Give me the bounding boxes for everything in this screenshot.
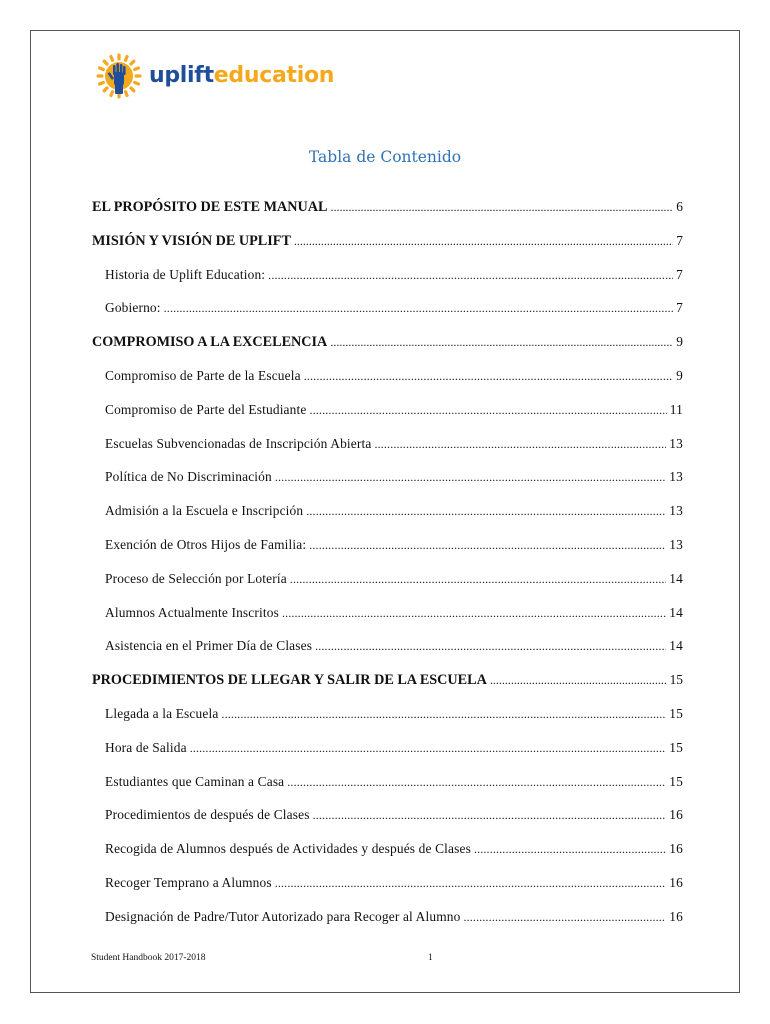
toc-subsection-entry[interactable] [92,368,683,402]
logo-wordmark-uplift: uplift [149,63,214,88]
toc-subsection-entry[interactable] [92,605,683,639]
toc-entry-title: Compromiso de Parte del Estudiante [105,401,307,417]
toc-section-entry[interactable] [92,334,683,368]
toc-entry-title: COMPROMISO A LA EXCELENCIA [92,334,328,351]
toc-entry-title: Compromiso de Parte de la Escuela [105,367,301,383]
toc-dot-leader [474,842,666,857]
toc-subsection-entry[interactable] [92,774,683,808]
toc-dot-leader [309,403,666,418]
toc-dot-leader [315,639,666,654]
toc-entry-title: PROCEDIMIENTOS DE LLEGAR Y SALIR DE LA ESCUELA [92,672,487,689]
toc-dot-leader [287,775,666,790]
toc-dot-leader [221,707,666,722]
toc-subsection-entry[interactable] [92,402,683,436]
toc-entry-title: Proceso de Selección por Lotería [105,570,287,586]
toc-subsection-entry[interactable] [92,503,683,537]
toc-entry-page-number: 14 [669,638,683,654]
table-of-contents [92,199,683,943]
toc-dot-leader [164,301,673,316]
toc-entry-title: Recoger Temprano a Alumnos [105,874,272,890]
toc-entry-page-number: 9 [676,334,683,350]
toc-subsection-entry[interactable] [92,638,683,672]
sun-hand-logo-icon [95,52,143,100]
toc-entry-page-number: 15 [669,773,683,789]
toc-entry-page-number: 16 [669,841,683,857]
toc-entry-title: Estudiantes que Caminan a Casa [105,773,285,789]
toc-entry-title: EL PROPÓSITO DE ESTE MANUAL [92,199,328,215]
footer-handbook-label: Student Handbook 2017-2018 [91,953,206,963]
footer-page-number: 1 [428,953,433,963]
toc-entry-title: Gobierno: [105,300,161,316]
toc-entry-title: Designación de Padre/Tutor Autorizado para Recoger al Alumno [105,908,461,924]
toc-entry-title: MISIÓN Y VISIÓN DE UPLIFT [92,232,291,249]
toc-entry-page-number: 14 [669,604,683,620]
toc-entry-page-number: 7 [676,266,683,282]
toc-subsection-entry[interactable] [92,807,683,841]
toc-entry-page-number: 9 [676,367,683,383]
toc-dot-leader [190,741,667,756]
toc-subsection-entry[interactable] [92,740,683,774]
toc-section-entry[interactable] [92,199,683,233]
toc-dot-leader [309,538,666,553]
toc-dot-leader [330,335,673,350]
toc-entry-page-number: 13 [669,503,683,519]
toc-entry-page-number: 13 [669,435,683,451]
toc-entry-page-number: 15 [669,739,683,755]
toc-dot-leader [275,470,666,485]
toc-entry-title: Llegada a la Escuela [105,705,219,721]
toc-entry-page-number: 6 [676,199,683,214]
toc-entry-title: Política de No Discriminación [105,469,272,485]
document-page [30,30,740,993]
toc-entry-page-number: 14 [669,570,683,586]
toc-entry-page-number: 7 [676,300,683,316]
toc-heading: Tabla de Contenido [308,148,462,166]
toc-entry-title: Exención de Otros Hijos de Familia: [105,536,307,552]
toc-entry-title: Recogida de Alumnos después de Actividades y después de Clases [105,841,471,857]
toc-subsection-entry[interactable] [92,469,683,503]
toc-subsection-entry[interactable] [92,909,683,943]
toc-entry-page-number: 13 [669,469,683,485]
toc-entry-title: Admisión a la Escuela e Inscripción [105,503,304,519]
toc-subsection-entry[interactable] [92,875,683,909]
uplift-education-logo [95,52,334,100]
toc-entry-page-number: 16 [669,908,683,924]
toc-entry-title: Historia de Uplift Education: [105,266,266,282]
toc-entry-page-number: 15 [669,705,683,721]
toc-dot-leader [490,673,667,688]
toc-subsection-entry[interactable] [92,300,683,334]
toc-entry-page-number: 13 [669,536,683,552]
toc-subsection-entry[interactable] [92,571,683,605]
toc-dot-leader [290,572,667,587]
toc-dot-leader [268,268,673,283]
toc-subsection-entry[interactable] [92,706,683,740]
toc-dot-leader [294,234,673,249]
toc-entry-page-number: 16 [669,807,683,823]
toc-dot-leader [313,808,667,823]
toc-dot-leader [374,437,666,452]
toc-entry-title: Asistencia en el Primer Día de Clases [105,638,313,654]
toc-entry-title: Procedimientos de después de Clases [105,807,310,823]
toc-entry-page-number: 11 [669,401,683,417]
logo-wordmark [149,65,334,87]
toc-subsection-entry[interactable] [92,436,683,470]
toc-entry-page-number: 7 [676,232,683,248]
toc-dot-leader [275,876,667,891]
toc-subsection-entry[interactable] [92,841,683,875]
toc-dot-leader [330,200,673,215]
toc-dot-leader [304,369,673,384]
logo-wordmark-education: education [213,63,335,88]
toc-dot-leader [306,504,666,519]
toc-section-entry[interactable] [92,233,683,267]
toc-subsection-entry[interactable] [92,537,683,571]
toc-dot-leader [282,606,666,621]
toc-entry-page-number: 15 [669,672,683,688]
toc-subsection-entry[interactable] [92,267,683,301]
toc-entry-title: Hora de Salida [105,739,187,755]
toc-entry-title: Escuelas Subvencionadas de Inscripción Abierta [105,435,372,451]
toc-dot-leader [463,910,666,925]
toc-entry-title: Alumnos Actualmente Inscritos [105,604,279,620]
toc-section-entry[interactable] [92,672,683,706]
toc-entry-page-number: 16 [669,874,683,890]
